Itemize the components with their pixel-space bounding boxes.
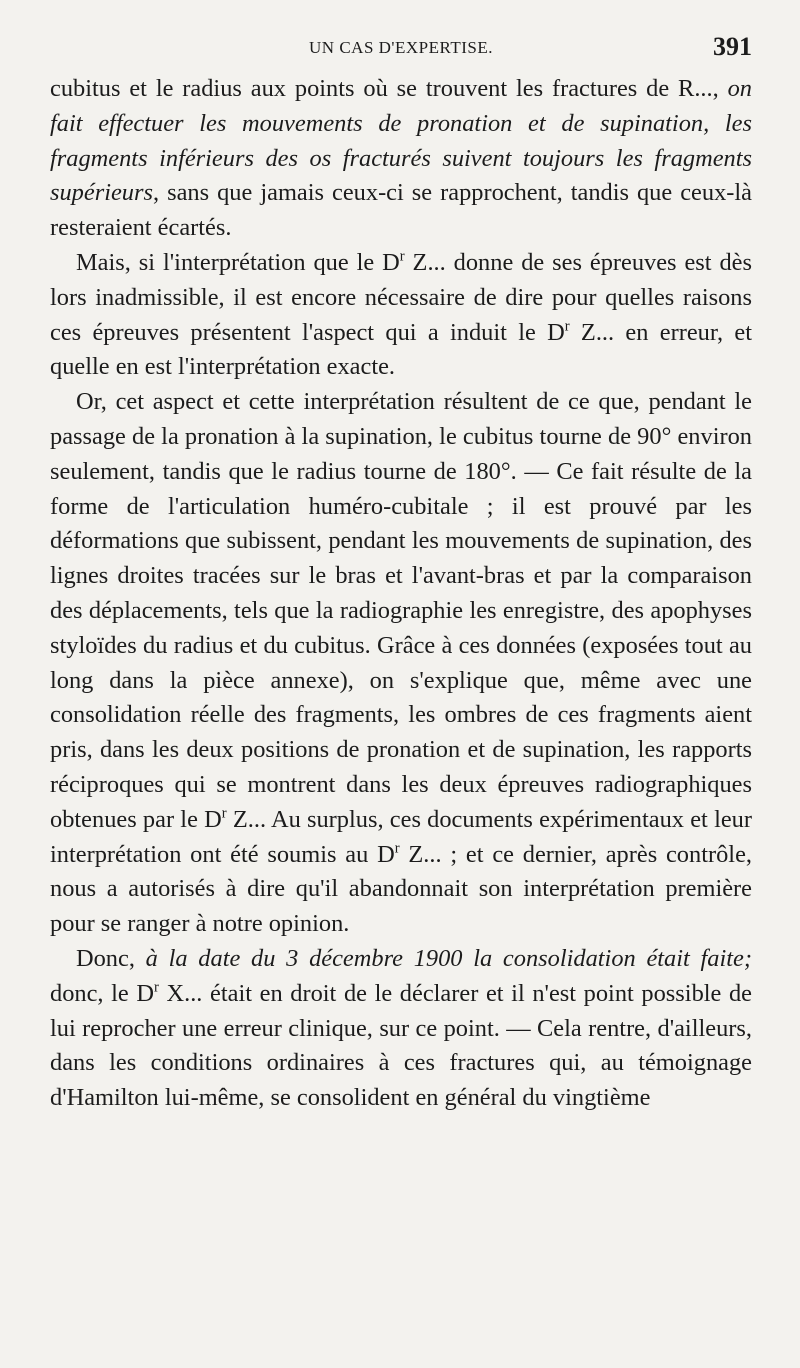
superscript: r [399,248,405,265]
page-header [50,32,752,72]
paragraph [50,385,752,942]
running-head: UN CAS D'EXPERTISE. [309,38,493,57]
text-run: cubitus et le radius aux points où se trouvent les fractures de R..., [50,75,728,102]
paragraph [50,942,752,1116]
superscript: r [153,979,159,996]
text-run: , sans que jamais ceux-ci se rapprochent, tandis que ceux-là resteraient écartés. [50,179,752,242]
text-run: donc, le D [50,979,154,1007]
text-run: Or, cet aspect et cette interprétation résultent de ce que, pendant le passage de la pronation à la supination, le cubitus tourne de 90° environ seulement, tandis que le radius tourne de 180°. — Ce fait résulte de la forme de l'articulation huméro-cubitale ; il est prouvé par les déformations que subissent, pendant les mouvements de supination, des lignes droites tracées sur le bras et l'avant-bras et par la comparaison des déplacements, tels que la radiographie les enregistre, des apophyses styloïdes du radius et du cubitus. Grâce à ces données (exposées tout au long dans la pièce annexe), on s'explique que, même avec une consolidation réelle des fragments, les ombres de ces fragments aient pris, dans les deux positions de pronation et de supination, les rapports réciproques qui se montrent dans les deux épreuves radiographiques obtenues par le D [50,388,752,833]
text-run: Z... en erreur, et quelle en est l'interprétation exacte. [50,318,752,381]
body-text [50,72,752,1116]
italic-text: on fait effectuer les mouvements de pronation et de supination, les fragments inférieurs des os fracturés suivent toujours les fragments supérieurs [50,75,752,207]
superscript: r [394,840,400,857]
text-run: Z... Au surplus, ces documents expérimentaux et leur interprétation ont été soumis au D [50,805,752,868]
text-run: Z... donne de ses épreuves est dès lors inadmissible, il est encore nécessaire de dire pour quelles raisons ces épreuves présentent l'aspect qui a induit le D [50,248,752,346]
paragraph [50,72,752,246]
superscript: r [221,805,227,822]
text-run: Z... ; et ce dernier, après contrôle, nous a autorisés à dire qu'il abandonnait son interprétation première pour se ranger à notre opinion. [50,840,752,938]
text-run: Donc, [76,944,146,972]
superscript: r [564,318,570,335]
text-run: Mais, si l'interprétation que le D [76,248,400,276]
page-number: 391 [713,32,752,61]
italic-text: à la date du 3 décembre 1900 la consolidation était faite; [145,944,753,972]
text-run: X... était en droit de le déclarer et il n'est point possible de lui reprocher une erreur clinique, sur ce point. — Cela rentre, d'ailleurs, dans les conditions ordinaires à ces fractures qui, au témoignage d'Hamilton lui-même, se consolident en général du vingtième [50,979,753,1112]
paragraph [50,246,752,385]
